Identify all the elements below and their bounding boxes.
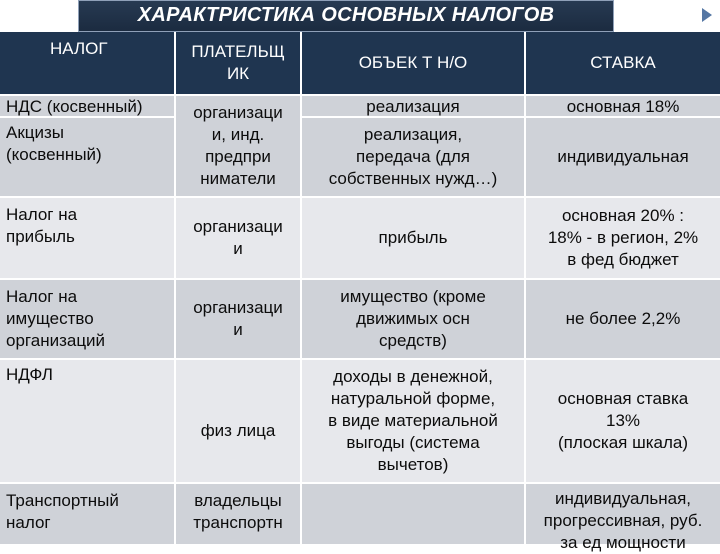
table-row-2-rate: индивидуальная <box>526 118 720 196</box>
table-row-5-object: доходы в денежной, натуральной форме, в виде материальной выгоды (система вычетов) <box>302 360 524 482</box>
table-row-1-tax: НДС (косвенный) <box>0 96 174 116</box>
table-row-2-tax: Акцизы (косвенный) <box>0 118 174 196</box>
table-row-6-object <box>302 484 524 544</box>
table-row-3-tax: Налог на прибыль <box>0 198 174 278</box>
slide-title: ХАРАКТРИСТИКА ОСНОВНЫХ НАЛОГОВ <box>137 4 555 26</box>
table-row-5-rate: основная ставка 13% (плоская шкала) <box>526 360 720 482</box>
header-object: ОБЪЕК Т Н/О <box>302 32 524 94</box>
table-row-3-rate: основная 20% : 18% - в регион, 2% в фед бюджет <box>526 198 720 278</box>
table-row-3-payer: организаци и <box>176 198 300 278</box>
table-row-6-rate: индивидуальная, прогрессивная, руб. за ед мощности <box>526 484 720 544</box>
table-row-1-rate: основная 18% <box>526 96 720 116</box>
table-row-6-payer: владельцы транспортн <box>176 484 300 544</box>
table-row-5-tax: НДФЛ <box>0 360 174 482</box>
table-row-3-object: прибыль <box>302 198 524 278</box>
header-payer: ПЛАТЕЛЬЩ ИК <box>176 32 300 94</box>
table-row-4-rate: не более 2,2% <box>526 280 720 358</box>
table-row-4-tax: Налог на имущество организаций <box>0 280 174 358</box>
title-bar <box>78 0 614 32</box>
table-row-1-object: реализация <box>302 96 524 116</box>
table-row-4-payer: организаци и <box>176 280 300 358</box>
header-tax: НАЛОГ <box>0 32 174 94</box>
table-row-6-tax: Транспортный налог <box>0 484 174 544</box>
table-row-1-payer: организаци и, инд. предпри ниматели <box>176 96 300 196</box>
table-row-2-object: реализация, передача (для собственных нужд…) <box>302 118 524 196</box>
table-row-4-object: имущество (кроме движимых осн средств) <box>302 280 524 358</box>
table-row-5-payer: физ лица <box>176 360 300 482</box>
header-rate: СТАВКА <box>526 32 720 94</box>
next-arrow-icon <box>702 8 712 22</box>
